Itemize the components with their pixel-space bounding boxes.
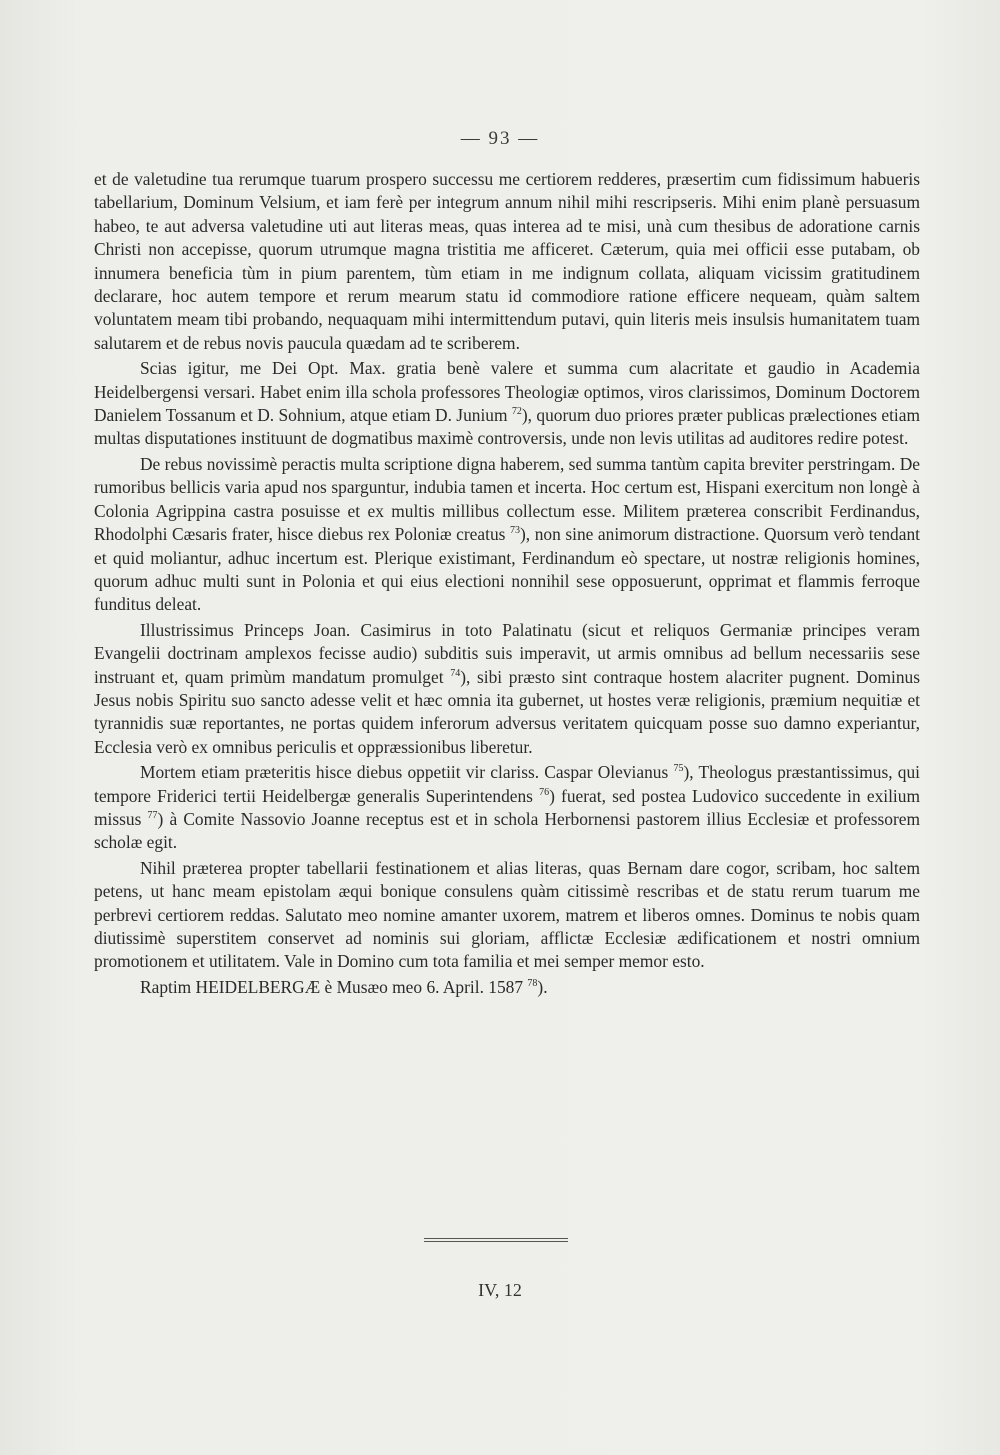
footnote-ref[interactable]: 75 xyxy=(673,763,684,775)
paragraph-4: Illustrissimus Princeps Joan. Casimirus in toto Palatinatu (sicut et reliquos Germaniæ principes veram Evangelii doctrinam amplexos fecisse audio) subditis suis imperavit, ut armis omnibus ad bellum necessariis sese instruant et, quam primùm mandatum promulget $^{74}$), sibi præsto sint contraque hostem alacriter pugnent. Dominus Jesus nobis Spiritu suo sancto adesse velit et hæc omnia ita gubernet, ut hostes veræ religionis, præmium nequitiæ et tyrannidis suæ reportantes, ne portas quidem inferorum adversus veritatem quicquam posse suo damno experiantur, Ecclesia verò ex omnibus periculis et oppræssionibus liberetur. xyxy=(94,619,920,757)
paragraph-2: Scias igitur, me Dei Opt. Max. gratia benè valere et summa cum alacritate et gaudio in Academia Heidelbergensi versari. Habet enim illa schola professores Theologiæ optimos, viros clarissimos, Dominum Doctorem Danielem Tossanum et D. Sohnium, atque etiam D. Junium $^{72}$), quorum duo priores præter publicas prælectiones etiam multas disputationes instituunt de dogmatibus maximè controversis, unde non levis utilitas ad auditores redire potest. xyxy=(94,358,920,449)
paragraph-1: et de valetudine tua rerumque tuarum prospero successu me certiorem redderes, præsertim cum fidissimum habueris tabellarium, Dominum Velsium, et iam ferè per integrum annum nihil mihi rescripseris. Mihi enim planè persuasum habeo, te aut adversa valetudine uti aut literas meas, quas interea ad te misi, unà cum thesibus de adoratione carnis Christi non accepisse, quorum utrumque magna tristitia me afficeret. Cæterum, quia mei officii esse putabam, ob innumera beneficia tùm in pium parentem, tùm etiam in me indignum collata, aliquam vicissim gratitudinem declarare, hoc autem tempore et rerum mearum statu id commodiore ratione efficere nequeam, quàm saltem voluntatem meam tibi probando, nequaquam mihi intermittendum putavi, quin literis meis insulsis humanitatem tuam salutarem et de rebus novis paucula quædam ad te scriberem. xyxy=(94,169,920,353)
paragraph-3: De rebus novissimè peractis multa scriptione digna haberem, sed summa tantùm capita breviter perstringam. De rumoribus bellicis varia apud nos sparguntur, indubia tamen et incerta. Hoc certum est, Hispani exercitum non longè à Colonia Agrippina castra posuisse et ex multis millibus collectum esse. Militem præterea conscribit Ferdinandus, Rhodolphi Cæsaris frater, hisce diebus rex Poloniæ creatus $^{73}$), non sine animorum distractione. Quorsum verò tendant et quid moliantur, adhuc incertum est. Plerique existimant, Ferdinandum eò spectare, ut nostræ religionis homines, quorum adhuc multi sunt in Polonia et qui eius electioni nonnihil sese opposuerunt, opprimat et flammis ferroque funditus deleat. xyxy=(94,453,920,615)
paragraph-5: Mortem etiam præteritis hisce diebus oppetiit vir clariss. Caspar Olevianus $^{75}$), Theologus præstantissimus, qui tempore Friderici tertii Heidelbergæ generalis Superintendens $^{76}$) fuerat, sed postea Ludovico succedente in exilium missus $^{77}$) à Comite Nassovio Joanne receptus est et in schola Herbornensi pastorem illius Ecclesiæ et professorem scholæ egit. xyxy=(94,762,920,853)
footnote-ref[interactable]: 73 xyxy=(509,525,520,537)
footnote-ref[interactable]: 78 xyxy=(527,978,538,990)
page-number: — 93 — xyxy=(460,128,540,149)
footnote-ref[interactable]: 74 xyxy=(450,667,461,679)
dateline: Raptim HEIDELBERGÆ è Musæo meo 6. April. 1587 $^{78}$). xyxy=(140,976,548,997)
footnote-ref[interactable]: 76 xyxy=(539,786,550,798)
signature-mark: IV, 12 xyxy=(478,1280,522,1300)
footnote-ref[interactable]: 77 xyxy=(147,810,158,822)
paragraph-6: Nihil præterea propter tabellarii festinationem et alias literas, quas Bernam dare cogor, scribam, hoc saltem petens, ut hanc meam epistolam æqui bonique consulens quàm citissimè rescribas et de statu rerum tuarum me perbrevi certiorem reddas. Salutato meo nomine amanter uxorem, matrem et liberos omnes. Dominus te nobis quam diutissimè superstitem conservet ad nominis sui gloriam, afflictæ Ecclesiæ ædificationem et nostri omnium promotionem et utilitatem. Vale in Domino cum tota familia et mei semper memor esto. xyxy=(94,857,920,972)
letter-body xyxy=(94,168,920,999)
footnote-ref[interactable]: 72 xyxy=(511,406,522,418)
separator-rule xyxy=(424,1238,568,1242)
